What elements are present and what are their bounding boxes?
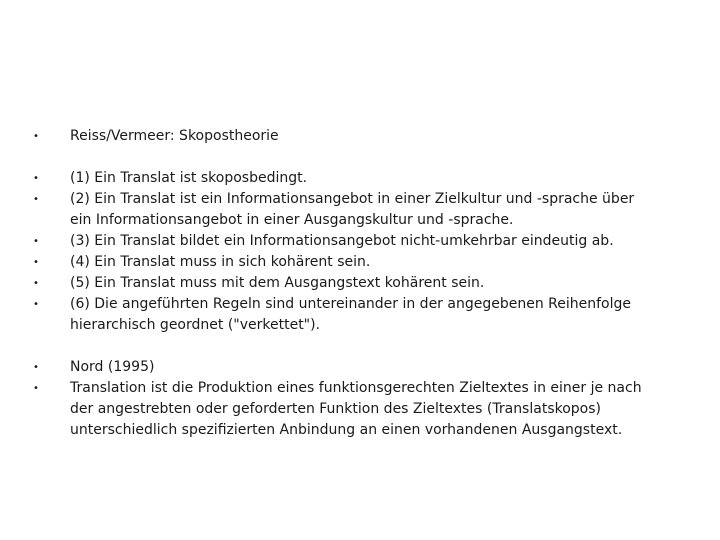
bullet-text [70, 378, 670, 441]
bullet-marker: • [33, 299, 39, 310]
bullet-marker: • [33, 236, 39, 247]
bullet-marker: • [33, 278, 39, 289]
bullet-marker: • [33, 173, 39, 184]
bullet-marker: • [33, 362, 39, 373]
bullet-text-line: (3) Ein Translat bildet ein Informationsangebot nicht-umkehrbar eindeutig ab. [70, 233, 614, 249]
bullet-text-line: Translation ist die Produktion eines funktionsgerechten Zieltextes in einer je nach [70, 380, 642, 396]
bullet-marker: • [33, 131, 39, 142]
bullet-text [70, 294, 670, 336]
bullet-text-line: (1) Ein Translat ist skoposbedingt. [70, 170, 308, 186]
bullet-text [70, 168, 670, 189]
bullet-marker: • [33, 194, 39, 205]
bullet-text-line: hierarchisch geordnet ("verkettet"). [70, 317, 321, 333]
bullet-text-line: (4) Ein Translat muss in sich kohärent sein. [70, 254, 371, 270]
bullet-marker: • [33, 257, 39, 268]
bullet-text-line: ein Informationsangebot in einer Ausgangskultur und -sprache. [70, 212, 514, 228]
bullet-text [70, 126, 670, 147]
bullet-text [70, 231, 670, 252]
bullet-text-line: (2) Ein Translat ist ein Informationsangebot in einer Zielkultur und -sprache über [70, 191, 635, 207]
bullet-text-line: Nord (1995) [70, 359, 155, 375]
bullet-text-line: Reiss/Vermeer: Skopostheorie [70, 128, 279, 144]
bullet-text [70, 189, 670, 231]
bullet-marker: • [33, 383, 39, 394]
bullet-text [70, 273, 670, 294]
bullet-text [70, 252, 670, 273]
bullet-text-line: unterschiedlich spezifizierten Anbindung an einen vorhandenen Ausgangstext. [70, 422, 623, 438]
bullet-text-line: (5) Ein Translat muss mit dem Ausgangstext kohärent sein. [70, 275, 485, 291]
bullet-text-line: der angestrebten oder geforderten Funktion des Zieltextes (Translatskopos) [70, 401, 601, 417]
bullet-text-line: (6) Die angeführten Regeln sind untereinander in der angegebenen Reihenfolge [70, 296, 631, 312]
bullet-text [70, 357, 670, 378]
